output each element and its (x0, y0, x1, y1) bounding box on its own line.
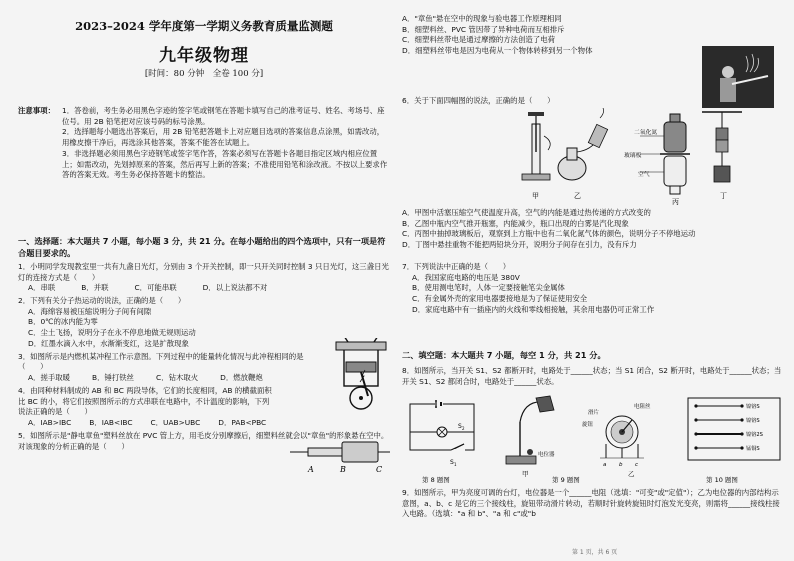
notes-label: 注意事项： (18, 106, 55, 115)
q6-option-b: B．乙图中瓶内空气推开瓶塞，内能减少，瓶口出现的白雾是汽化现象 (402, 218, 629, 228)
q2-option-d: D．红墨水滴入水中，水渐渐变红，这是扩散现象 (28, 338, 189, 348)
gas-label-no2: 二氧化氮 (634, 130, 658, 136)
fig10-caption: 第 10 题图 (706, 476, 738, 484)
fig9-label-jia: 甲 (522, 470, 529, 478)
gas-label-air: 空气 (638, 172, 650, 178)
q6-options (402, 208, 782, 251)
q1-option-c: C．可能串联 (134, 283, 177, 293)
q7-stem: 7．下列说法中正确的是（ ） (402, 262, 511, 271)
fig9-label-a: a (603, 462, 607, 468)
page-footer: 第 1 页，共 6 页 (572, 549, 618, 557)
fig9-label-yi: 乙 (628, 470, 635, 478)
q7-option-b: B．使用测电笔时，人体一定要接触笔尖金属体 (412, 283, 565, 293)
note-item-3: 3．非选择题必须用黑色字迹钢笔或签字笔作答，答案必须写在答题卡各题目指定区域内相应位置上；如需改动，先划掉原来的答案，然后再写上新的答案；不准使用铅笔和涂改液。不按以上要求作答的答案无效。考生务必保持答题卡的整洁。 (62, 148, 388, 180)
q7-option-d: D．家庭电路中有一插座内的火线和零线相接触，其余用电器仍可正常工作 (412, 304, 655, 314)
gas-label-glass: 玻璃板 (624, 153, 642, 159)
fig9-label-wire: 电阻丝 (634, 404, 651, 410)
q1-option-a: A．串联 (28, 283, 56, 293)
fig-ding-lead-blocks (702, 112, 742, 182)
fig10-wire-3-label: 镍铬2S (746, 432, 763, 438)
q6-option-a: A．甲图中活塞压缩空气使温度升高，空气的内能是通过热传递的方式改变的 (402, 208, 651, 217)
static-octopus-photo (702, 46, 774, 108)
q1-option-b: B．并联 (81, 283, 109, 293)
q6-stem: 6．关于下面四幅图的说法，正确的是（ ） (402, 96, 555, 105)
q5-option-a: A．"章鱼"悬在空中的现象与验电器工作原理相同 (402, 14, 562, 23)
question-1 (18, 262, 390, 294)
q6-figures (402, 108, 782, 206)
svg-text:1: 1 (454, 462, 457, 467)
fig9-label-b: b (619, 462, 623, 468)
fig-bing-bottles (640, 114, 690, 194)
note-item-2: 2．选择题每小题选出答案后，用 2B 铅笔把答题卡上对应题目选项的答案信息点涂黑，如需改动，用橡皮擦干净后，再选涂其他答案，答案不能答在试题上。 (62, 127, 385, 148)
svg-text:C: C (376, 465, 383, 474)
q5-option-c: C．细塑料丝带电是通过摩擦的方法创造了电荷 (402, 35, 555, 45)
fig10-wire-board (688, 398, 780, 460)
fig-yi-flask (558, 108, 608, 180)
q7-option-a: A．我国家庭电路的电压是 380V (412, 272, 520, 282)
fig9-label-potentiometer: 电位器 (538, 452, 555, 458)
q3-option-b: B．锤打铁丝 (92, 373, 135, 383)
question-7 (402, 262, 782, 316)
q5-option-d: D．细塑料丝带电是因为电荷从一个物体转移到另一个物体 (402, 46, 593, 56)
question-5-stem: 5．如图所示是"静电章鱼"塑料丝放在 PVC 管上方，用毛皮分别摩擦后，细塑料丝就会以"章鱼"的形象悬在空中。对该现象的分析正确的是（ ） (18, 430, 389, 451)
q4-option-a: A．IAB>IBC (28, 418, 72, 428)
q6-option-c: C．丙图中抽掉玻璃板后，观察到上方瓶中也有二氧化氮气体的颜色，说明分子不停地运动 (402, 229, 696, 239)
q2-option-a: A．海绵容易被压缩说明分子间有间隙 (28, 306, 152, 316)
question-2-stem: 2．下列有关分子热运动的说法，正确的是（ ） (18, 295, 186, 305)
q3-option-c: C．钻木取火 (156, 373, 199, 383)
conductor-figure (288, 432, 392, 476)
q7-option-c: C．有金属外壳的家用电器要接地是为了保证使用安全 (412, 294, 588, 304)
right-column (402, 0, 782, 561)
question-2 (18, 296, 318, 350)
question-4 (18, 386, 276, 429)
fig-label-bing: 丙 (672, 198, 679, 206)
fig10-wire-2-label: 镍铬S (746, 418, 760, 424)
notes-block (18, 106, 390, 181)
svg-text:S: S (458, 423, 462, 430)
fig10-wire-1-label: 镍铬S (746, 404, 760, 410)
fig-label-yi: 乙 (574, 192, 581, 200)
section-2-heading: 二、填空题：本大题共 7 小题，每空 1 分，共 21 分。 (402, 350, 606, 360)
fig8-circuit (410, 400, 474, 467)
q8-stem: 8．如图所示，当开关 S1、S2 都断开时，电路处于______状态；当 S1 闭合，S2 断开时，电路处于______状态；当开关 S1、S2 都闭合时，电路处于______状态。 (402, 366, 782, 386)
q3-option-a: A．搓手取暖 (28, 373, 71, 383)
subject-title: 九年级物理 (159, 46, 249, 66)
question-3 (18, 352, 318, 384)
q4-option-b: B．IAB<IBC (89, 418, 133, 428)
fig-label-jia: 甲 (532, 192, 539, 200)
q4-option-d: D．PAB<PBC (218, 418, 267, 428)
engine-figure (330, 338, 392, 414)
svg-text:S: S (450, 459, 454, 466)
q4-option-c: C．UAB>UBC (150, 418, 201, 428)
q9-stem: 9．如图所示，甲为亮度可调的台灯，电位器是一个______电阻（选填："可变"或"定值"）；乙为电位器的内部结构示意图，a、b、c 是它的三个接线柱，旋钮带动滑片转动，若顺时针旋转旋钮时灯泡发光变亮，则需将______接线柱接入电路。（选填："a 和 b"、"a 和 c"或"b (402, 488, 780, 519)
q5-option-b: B．细塑料丝、PVC 管因带了异种电荷而互相排斥 (402, 24, 565, 34)
fig9-label-slider: 滑片 (588, 410, 600, 416)
note-item-1: 1．答卷前，考生务必用黑色字迹的签字笔或钢笔在答题卡填写自己的准考证号、姓名、考场号、座位号。用 2B 铅笔把对应该号码的标号涂黑。 (62, 106, 385, 126)
question-4-stem: 4．由同种材料制成的 AB 和 BC 两段导体，它们的长度相同，AB 的横截面积比 BC 的小，将它们按照图所示的方式串联在电路中，不计温度的影响，下列说法正确的是（ ） (18, 385, 272, 417)
svg-text:A: A (308, 465, 314, 474)
fig10-wire-4-label: 锰铜S (746, 446, 760, 452)
q2-option-b: B．0℃的冰内能为零 (28, 317, 98, 327)
q2-option-c: C．尘土飞扬，说明分子在永不停息地做无规则运动 (28, 328, 196, 338)
fig9-caption: 第 9 题图 (552, 476, 580, 484)
exam-title: 2023–2024 学年度第一学期义务教育质量监测题 (75, 19, 333, 33)
left-column (18, 0, 390, 561)
fig-jia-syringe (522, 112, 550, 180)
fig8-caption: 第 8 题图 (422, 476, 450, 484)
fig-label-ding: 丁 (720, 192, 727, 200)
fig9-potentiometer (600, 416, 644, 458)
q6-option-d: D．丁图中悬挂重物不能把两铅块分开，说明分子间存在引力，没有斥力 (402, 240, 637, 250)
question-1-stem: 1．小明同学发现教室里一共有九盏日光灯，分别由 3 个开关控制，即一只开关同时控制 3 只日光灯，这三盏日光灯的连接方式是（ ） (18, 261, 389, 282)
question-3-stem: 3．如图所示是内燃机某冲程工作示意图。下列过程中的能量转化情况与此冲程相同的是（ ） (18, 351, 304, 372)
section-1-heading: 一、选择题：本大题共 7 小题，每小题 3 分，共 21 分。在每小题给出的四个选项中，只有一项是符合题目要求的。 (18, 236, 386, 258)
fill-figures (402, 392, 782, 484)
time-info: [时间：80 分钟 全卷 100 分] (144, 69, 264, 79)
q3-option-d: D．燃放鞭炮 (220, 373, 263, 383)
fig9-label-c: c (635, 462, 639, 468)
fig9-label-knob: 旋钮 (582, 422, 594, 428)
q5-options (402, 14, 702, 57)
svg-text:2: 2 (462, 426, 465, 431)
q1-option-d: D．以上说法都不对 (202, 283, 268, 293)
svg-text:B: B (340, 465, 346, 474)
